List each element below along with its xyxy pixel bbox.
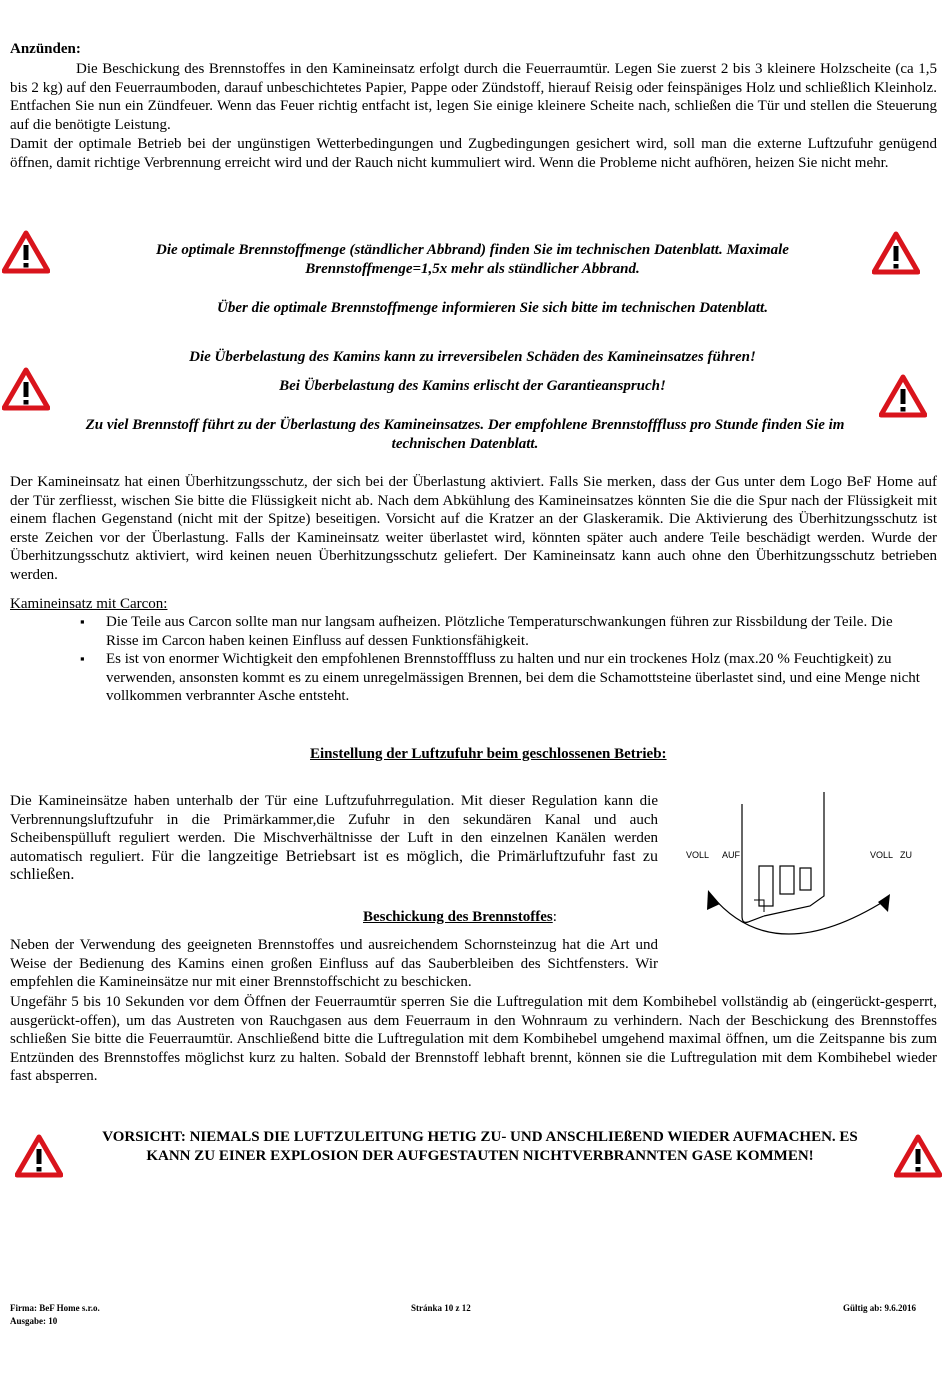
warning-text-overload-damage: Die Überbelastung des Kamins kann zu irreversibelen Schäden des Kamineinsatzes führen! (189, 349, 756, 365)
air-supply-heading: Einstellung der Luftzufuhr beim geschlossenen Betrieb: (310, 746, 667, 762)
diagram-label-full: VOLL (686, 850, 710, 860)
air-supply-text: Die Kamineinsätze haben unterhalb der Tür eine Luftzufuhrregulation. Mit dieser Regulation kann die Verbrennungsluftzufuhr in die Primärkammer,die Zufuhr in den sekundären Kanal und auch Scheibenspülluft reguliert werden. Die Mischverhältnisse der Luft in den einzelnen Kanälen werden automatisch reguliert. (10, 793, 658, 865)
air-supply-paragraph (10, 792, 658, 885)
list-item: ▪ Die Teile aus Carcon sollte man nur langsam aufheizen. Plötzliche Temperaturschwankungen führen zur Rissbildung der Teile. Die Risse im Carcon haben keinen Einfluss auf dessen Funktionsfähigkeit. (10, 613, 925, 650)
fuel-paragraph-2: Ungefähr 5 bis 10 Sekunden vor dem Öffnen der Feuerraumtür sperren Sie die Luftregulation mit dem Kombihebel vollständig ab (eingerückt-gesperrt, ausgerückt-offen), um das Austreten von Rauchgasen aus dem Feuerraum in den Wohnraum zu verhindern. Nach der Beschickung des Brennstoffes schließen Sie bitte die Feuerraumtür. Anschließend bitte die Luftregulation mit dem Kombihebel umgehend maximal öffnen, um die Zeitspanne bis zum Entzünden des Brennstoffes möglichst kurz zu halten. Sobald der Brennstoff lebhaft brennt, können sie die Luftregulation mit dem Kombihebel wieder fast absperren. (10, 994, 937, 1084)
air-supply-text-emphasis: Für die langzeitige Betriebsart ist es möglich, die Primärluftzufuhr fast zu schließen. (10, 847, 659, 883)
regulator-slot (780, 866, 794, 894)
footer-page-number: Stránka 10 z 12 (411, 1303, 471, 1313)
warning-text-datasheet: Über die optimale Brennstoffmenge informieren Sie sich bitte im technischen Datenblatt. (217, 300, 768, 316)
intro-paragraph-2: Damit der optimale Betrieb bei der ungünstigen Wetterbedingungen und Zugbedingungen gesichert wird, soll man die externe Luftzufuhr genügend öffnen, damit richtige Verbrennung erreicht wird und der Rauch nicht kummuliert wird. Wenn die Probleme nicht aufhören, heizen Sie nicht mehr. (10, 136, 937, 171)
warning-icon (2, 230, 50, 274)
carcon-list (10, 613, 925, 706)
warning-text-warranty: Bei Überbelastung des Kamins erlischt der Garantieanspruch! (279, 378, 666, 394)
footer-valid-date: Gültig ab: 9.6.2016 (843, 1303, 917, 1313)
warning-icon (894, 1134, 942, 1178)
diagram-label-full: VOLL (870, 850, 894, 860)
air-regulation-diagram (684, 788, 924, 970)
regulator-slot (800, 868, 811, 890)
footer-company: Firma: BeF Home s.r.o. (10, 1303, 100, 1313)
diagram-label-closed: ZU (900, 850, 912, 860)
list-item: ▪ Es ist von enormer Wichtigkeit den empfohlenen Brennstofffluss zu halten und nur ein trockenes Holz (max.20 % Feuchtigkeit) zu verwenden, ansonsten kommt es zu einem unregelmässigen Brennen, bei dem die Schamottsteine überlastet sind, und eine Menge nicht vollkommen verbrannter Asche entsteht. (10, 650, 925, 706)
section-heading-anzuenden: Anzünden: (10, 41, 81, 57)
caution-text: VORSICHT: NIEMALS DIE LUFTZULEITUNG HETIG ZU- UND ANSCHLIEßEND WIEDER AUFMACHEN. ES KANN ZU EINER EXPLOSION DER AUFGESTAUTEN NICHTVERBRANNTEN GASE KOMMEN! (102, 1129, 858, 1164)
carcon-heading: Kamineinsatz mit Carcon: (10, 596, 168, 612)
warning-icon (872, 231, 920, 275)
warning-icon (2, 367, 50, 411)
fuel-paragraph-1: Neben der Verwendung des geeigneten Brennstoffes und ausreichendem Schornsteinzug hat die Art und Weise der Bedienung des Kamins einen großen Einfluss auf das Sauberbleiben des Sichtfensters. Wir empfehlen die Kamineinsätze nur mit einer Brennstoffschicht zu beschicken. (10, 937, 658, 990)
overheat-paragraph: Der Kamineinsatz hat einen Überhitzungsschutz, der sich bei der Überlastung aktiviert. Falls Sie merken, dass der Gus unter dem Logo BeF Home auf der Tür zerfliesst, wischen Sie bitte die Flüssigkeit nicht ab. Nach dem Abkühlung des Kamineinsatzes könnten Sie die die Spur nach der Flüssigkeit mit einem flachen Gegenstand (nicht mit der Spitze) beseitigen. Vorsicht auf die Kratzer an der Glaskeramik. Die Aktivierung des Überhitzungsschutz ist erste Zeichen vor der Überlastung. Falls der Kamineinsatz weiter überlastet wird, könnten später auch andere Teile beschädigt werden. Wurde der Überhitzungsschutz aktiviert, wird keinen neuen Überhitzungsschutz geliefert. Der Kamineinsatz kann auch ohne den Überhitzungsschutz betrieben werden. (10, 474, 937, 583)
warning-text-fuel-flow: Zu viel Brennstoff führt zu der Überlastung des Kamineinsatzes. Der empfohlene Brennstofffluss pro Stunde finden Sie im technischen Datenblatt. (85, 417, 845, 452)
fuel-loading-heading: Beschickung des Brennstoffes: (363, 909, 557, 925)
footer-edition: Ausgabe: 10 (10, 1316, 58, 1326)
warning-icon (879, 374, 927, 418)
fuel-loading-heading-text: Beschickung des Brennstoffes (363, 909, 553, 925)
warning-icon (15, 1134, 63, 1178)
diagram-label-open: AUF (722, 850, 740, 860)
intro-paragraph-1: Die Beschickung des Brennstoffes in den Kamineinsatz erfolgt durch die Feuerraumtür. Legen Sie zuerst 2 bis 3 kleinere Holzscheite (ca 1,5 bis 2 kg) auf den Feuerraumboden, darauf unbeschichtetes Papier, Pappe oder Zündstoff, hierauf Reisig oder feinspäniges Holz und schließlich Kleinholz. Entfachen Sie nun ein Zündfeuer. Wenn das Feuer richtig entfacht ist, legen Sie einige kleinere Scheite nach, schließen die Tür und stellen die Steuerung auf die benötigte Leistung. (10, 61, 937, 133)
warning-text-fuel-amount: Die optimale Brennstoffmenge (ständlicher Abbrand) finden Sie im technischen Datenblatt. Maximale Brennstoffmenge=1,5x mehr als stündlicher Abbrand. (156, 242, 789, 277)
